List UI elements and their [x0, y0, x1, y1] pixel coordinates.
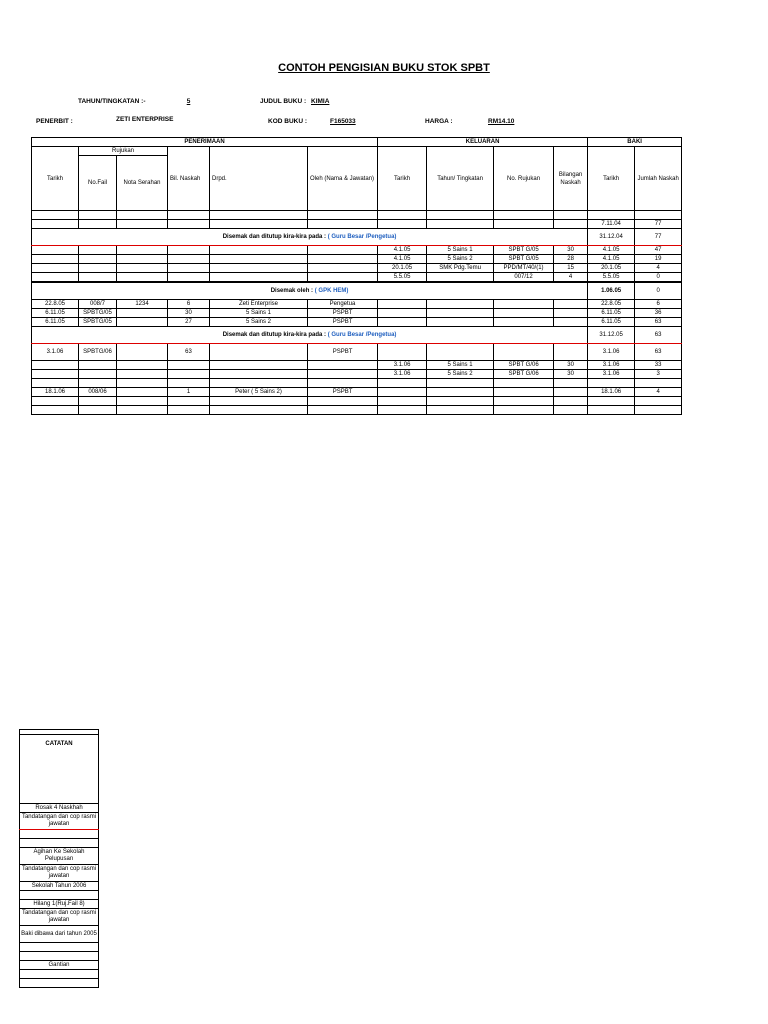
table-cell	[494, 344, 554, 361]
table-cell: 77	[635, 220, 682, 229]
table-cell	[117, 255, 168, 264]
table-row	[32, 388, 682, 397]
table-cell: 15	[554, 264, 588, 273]
table-cell	[378, 220, 427, 229]
table-cell: 3.1.06	[588, 370, 635, 379]
table-cell: 3.1.06	[32, 344, 79, 361]
note-date: 31.12.05	[588, 327, 635, 344]
catatan-item: Agihan Ke Sekolah Pelupusan	[20, 848, 99, 865]
col-jumlah-naskah: Jumlah Naskah	[635, 147, 682, 211]
table-cell: 3.1.06	[588, 361, 635, 370]
table-cell: 5.5.05	[378, 273, 427, 283]
note-total: 0	[635, 282, 682, 300]
note-date: 1.06.05	[588, 282, 635, 300]
table-cell: 18.1.06	[32, 388, 79, 397]
table-cell	[79, 264, 117, 273]
judul-label: JUDUL BUKU :	[260, 98, 307, 105]
table-cell	[32, 255, 79, 264]
harga-label: HARGA :	[425, 118, 453, 125]
table-cell	[117, 344, 168, 361]
catatan-table	[19, 729, 99, 988]
catatan-item: Tandatangan dan cop rasmi jawatan	[20, 865, 99, 882]
table-cell: 1	[168, 388, 210, 397]
table-row	[32, 318, 682, 327]
table-cell: 63	[635, 318, 682, 327]
table-cell: 36	[635, 309, 682, 318]
table-cell: 33	[635, 361, 682, 370]
note-signer: ( Guru Besar /Pengetua)	[327, 234, 397, 240]
table-cell: 4.1.05	[588, 255, 635, 264]
catatan-item: Tandatangan dan cop rasmi jawatan	[20, 813, 99, 830]
table-cell	[427, 318, 494, 327]
table-cell: 4	[554, 273, 588, 283]
table-cell	[117, 264, 168, 273]
table-cell	[117, 246, 168, 255]
table-cell	[79, 361, 117, 370]
table-cell	[117, 220, 168, 229]
table-cell: SPBT G/06	[494, 370, 554, 379]
table-row	[32, 273, 682, 283]
table-cell: 4	[635, 388, 682, 397]
col-bilangan-naskah: Bilangan Naskah	[554, 147, 588, 211]
table-cell	[79, 273, 117, 283]
table-cell: 1234	[117, 300, 168, 309]
kod-value: F165033	[330, 118, 356, 125]
table-cell	[494, 388, 554, 397]
table-cell: 3.1.06	[378, 361, 427, 370]
catatan-item: Rosak 4 Naskhah	[20, 804, 99, 813]
table-cell	[79, 255, 117, 264]
kod-label: KOD BUKU :	[268, 118, 307, 125]
table-cell	[117, 273, 168, 283]
table-cell: 3.1.06	[588, 344, 635, 361]
table-cell: 008/7	[79, 300, 117, 309]
table-cell	[168, 273, 210, 283]
catatan-item: Hilang 1(Ruj.Fail 8)	[20, 900, 99, 909]
table-cell	[210, 220, 308, 229]
table-cell	[32, 273, 79, 283]
table-cell: 4.1.05	[378, 246, 427, 255]
table-cell: 27	[168, 318, 210, 327]
table-cell: Zeti Enterprise	[210, 300, 308, 309]
table-cell	[168, 264, 210, 273]
table-cell	[32, 361, 79, 370]
table-cell	[554, 344, 588, 361]
table-cell: 4.1.05	[588, 246, 635, 255]
table-cell: SPBT G/05	[494, 255, 554, 264]
table-cell: 63	[635, 344, 682, 361]
table-cell	[168, 246, 210, 255]
table-cell: 007/12	[494, 273, 554, 283]
table-cell: 6.11.05	[32, 318, 79, 327]
table-cell	[378, 344, 427, 361]
table-cell: SPBT G/06	[494, 361, 554, 370]
table-cell: 22.8.05	[588, 300, 635, 309]
table-cell	[210, 246, 308, 255]
header-rujukan: Rujukan	[79, 147, 168, 156]
table-row	[32, 300, 682, 309]
table-cell	[168, 220, 210, 229]
table-cell: 6.11.05	[588, 309, 635, 318]
table-cell	[210, 264, 308, 273]
note-text: Disemak oleh :	[270, 288, 314, 294]
table-row	[32, 344, 682, 361]
note-signer: ( GPK HEM)	[314, 288, 349, 294]
table-cell: 4.1.05	[378, 255, 427, 264]
harga-value: RM14.10	[488, 118, 515, 125]
table-row	[32, 309, 682, 318]
table-row	[32, 370, 682, 379]
table-cell: 5 Sains 1	[427, 361, 494, 370]
col-b-tarikh: Tarikh	[588, 147, 635, 211]
table-cell	[79, 220, 117, 229]
table-cell: Pengetua	[308, 300, 378, 309]
table-cell	[210, 273, 308, 283]
table-cell	[210, 344, 308, 361]
table-cell	[308, 246, 378, 255]
table-cell: 20.1.05	[588, 264, 635, 273]
table-cell	[210, 370, 308, 379]
note-check-2005	[32, 282, 588, 300]
table-cell	[378, 318, 427, 327]
note-text: Disemak dan ditutup kira-kira pada :	[222, 234, 327, 240]
table-cell	[554, 388, 588, 397]
table-cell: 18.1.06	[588, 388, 635, 397]
table-cell: 20.1.05	[378, 264, 427, 273]
table-cell	[494, 300, 554, 309]
table-row	[32, 361, 682, 370]
table-cell	[427, 273, 494, 283]
table-cell	[427, 344, 494, 361]
penerbit-value: ZETI ENTERPRISE	[116, 116, 174, 123]
table-cell: 47	[635, 246, 682, 255]
table-cell: 3.1.06	[378, 370, 427, 379]
table-cell	[494, 318, 554, 327]
table-cell	[308, 220, 378, 229]
stock-table	[31, 137, 682, 415]
table-cell	[378, 300, 427, 309]
table-cell	[79, 246, 117, 255]
table-cell	[168, 370, 210, 379]
table-cell: 0	[635, 273, 682, 283]
catatan-item: Tandatangan dan cop rasmi jawatan	[20, 909, 99, 926]
table-cell: SMK Pdg.Temu	[427, 264, 494, 273]
col-drpd: Drpd.	[210, 147, 308, 211]
table-cell: 19	[635, 255, 682, 264]
table-cell: 30	[554, 370, 588, 379]
table-cell: Peter ( 5 Sains 2)	[210, 388, 308, 397]
col-no-rujukan: No. Rujukan	[494, 147, 554, 211]
table-cell: 5 Sains 2	[427, 255, 494, 264]
table-cell	[494, 220, 554, 229]
note-closing-2005	[32, 327, 588, 344]
table-cell: 4	[635, 264, 682, 273]
catatan-title: CATATAN	[20, 735, 99, 804]
header-penerimaan: PENERIMAAN	[32, 138, 378, 147]
table-cell	[427, 220, 494, 229]
table-cell: 008/06	[79, 388, 117, 397]
note-closing-2004	[32, 229, 588, 246]
col-nota-serahan: Nota Serahan	[117, 156, 168, 211]
note-date: 31.12.04	[588, 229, 635, 246]
table-cell: SPBTG/05	[79, 309, 117, 318]
table-row	[32, 264, 682, 273]
col-no-fail: No.Fail	[79, 156, 117, 211]
table-cell: 5.5.05	[588, 273, 635, 283]
table-cell: SPBT G/05	[494, 246, 554, 255]
table-cell	[427, 300, 494, 309]
table-cell: 63	[168, 344, 210, 361]
note-total: 63	[635, 327, 682, 344]
tahun-value: 5	[186, 98, 191, 105]
table-cell: PSPBT	[308, 318, 378, 327]
table-cell	[117, 388, 168, 397]
table-cell	[117, 309, 168, 318]
note-text: Disemak dan ditutup kira-kira pada :	[222, 332, 327, 338]
header-baki: BAKI	[588, 138, 682, 147]
table-cell	[210, 255, 308, 264]
table-cell: 28	[554, 255, 588, 264]
table-cell	[117, 318, 168, 327]
penerbit-label: PENERBIT :	[36, 118, 73, 125]
table-cell: SPBTG/06	[79, 344, 117, 361]
col-k-tarikh: Tarikh	[378, 147, 427, 211]
table-cell	[308, 273, 378, 283]
table-cell: 6.11.05	[588, 318, 635, 327]
table-cell: PSPBT	[308, 344, 378, 361]
table-cell	[308, 361, 378, 370]
table-cell	[554, 300, 588, 309]
table-cell: 5 Sains 2	[427, 370, 494, 379]
table-cell: 22.8.05	[32, 300, 79, 309]
table-cell	[32, 220, 79, 229]
table-cell	[168, 255, 210, 264]
col-bil-naskah: Bil. Naskah	[168, 147, 210, 211]
table-cell	[32, 246, 79, 255]
table-cell	[308, 370, 378, 379]
table-cell: 30	[554, 361, 588, 370]
table-cell	[168, 361, 210, 370]
col-tahun-tingkatan: Tahun/ Tingkatan	[427, 147, 494, 211]
table-cell: 6.11.05	[32, 309, 79, 318]
table-cell: 30	[168, 309, 210, 318]
table-row	[32, 246, 682, 255]
table-cell	[554, 318, 588, 327]
table-cell	[117, 361, 168, 370]
note-total: 77	[635, 229, 682, 246]
header-keluaran: KELUARAN	[378, 138, 588, 147]
table-cell: 3	[635, 370, 682, 379]
table-cell	[32, 264, 79, 273]
catatan-item: Baki dibawa dari tahun 2005	[20, 926, 99, 943]
table-cell	[378, 388, 427, 397]
tahun-label: TAHUN/TINGKATAN :-	[78, 98, 146, 105]
page-title: CONTOH PENGISIAN BUKU STOK SPBT	[278, 62, 490, 74]
table-cell	[210, 361, 308, 370]
catatan-item: Sekolah Tahun 2006	[20, 882, 99, 891]
table-row	[32, 220, 682, 229]
table-cell	[79, 370, 117, 379]
table-cell: PSPBT	[308, 388, 378, 397]
table-cell	[378, 309, 427, 318]
table-cell: 5 Sains 2	[210, 318, 308, 327]
col-tarikh: Tarikh	[32, 147, 79, 211]
table-cell: 7.11.04	[588, 220, 635, 229]
table-cell: 5 Sains 1	[427, 246, 494, 255]
table-cell	[427, 309, 494, 318]
table-cell	[494, 309, 554, 318]
table-row	[32, 255, 682, 264]
table-cell	[117, 370, 168, 379]
table-cell	[554, 220, 588, 229]
table-cell: 6	[168, 300, 210, 309]
table-cell	[308, 255, 378, 264]
table-cell	[32, 370, 79, 379]
col-oleh: Oleh (Nama & Jawatan)	[308, 147, 378, 211]
table-cell	[308, 264, 378, 273]
table-cell: 5 Sains 1	[210, 309, 308, 318]
table-cell: PPD/MT/40/(1)	[494, 264, 554, 273]
table-cell: SPBTG/05	[79, 318, 117, 327]
table-cell	[554, 309, 588, 318]
table-cell: 30	[554, 246, 588, 255]
note-signer: ( Guru Besar /Pengetua)	[327, 332, 397, 338]
catatan-item: Gantian	[20, 961, 99, 970]
table-cell: PSPBT	[308, 309, 378, 318]
judul-value: KIMIA	[311, 98, 330, 105]
table-cell: 6	[635, 300, 682, 309]
table-cell	[427, 388, 494, 397]
